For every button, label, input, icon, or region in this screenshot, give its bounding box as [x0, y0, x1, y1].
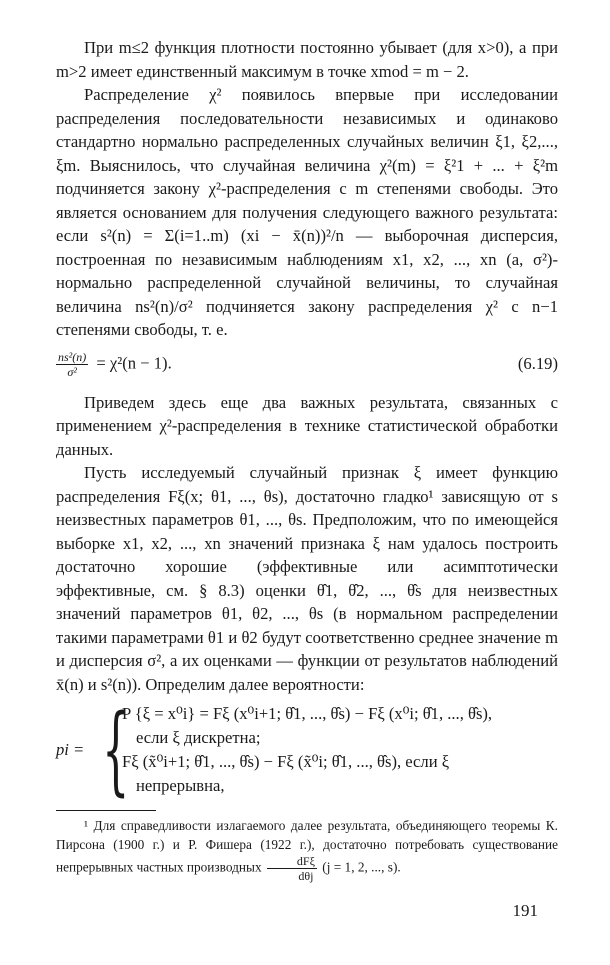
footnote-tail: (j = 1, 2, ..., s). [322, 859, 401, 875]
footnote-fraction-numerator: dFξ [267, 854, 317, 869]
paragraph-results: Приведем здесь еще два важных результата, связанных с применением χ²-распределения в технике статистической обработки данных. [56, 392, 558, 459]
paragraph-estimation: Пусть исследуемый случайный признак ξ имеет функцию распределения Fξ(x; θ1, ..., θs), достаточно гладко¹ зависящую от s неизвестных параметров θ1, ..., θs. Предположим, что по имеющейся выборке x1, x2, ..., xn значений признака ξ нам удалось построить достаточно хорошие (эффективные или асимптотически эффективные, см. § 8.3) оценки θ̂1, θ̂2, ..., θ̂s для неизвестных значений параметров θ1, θ2, ..., θs (в нормальном распределении такими параметрами θ1 и θ2 будут соответственно среднее значение m и дисперсия σ², а их оценками — функции от результатов наблюдений x̄(n) и s²(n)). Определим далее вероятности: [56, 463, 558, 694]
case-continuous-condition: непрерывна, [136, 776, 225, 795]
fraction-denominator: σ² [67, 364, 77, 379]
page-body [56, 36, 558, 883]
page-number: 191 [512, 901, 538, 920]
equation-6-19 [56, 350, 558, 379]
footnote-divider [56, 810, 156, 811]
piecewise-cases [122, 702, 492, 798]
equation-fraction [56, 350, 88, 379]
paragraph-density: При m≤2 функция плотности постоянно убывает (для x>0), а при m>2 имеет единственный максимум в точке xmod = m − 2. [56, 38, 558, 81]
left-brace-icon: { [102, 694, 130, 806]
piecewise-probabilities [56, 694, 558, 806]
case-discrete-condition: если ξ дискретна; [136, 728, 261, 747]
case-continuous-formula: Fξ (x̃⁰i+1; θ̂1, ..., θ̂s) − Fξ (x̃⁰i; θ̂1, ..., θ̂s), если ξ [122, 752, 450, 771]
paragraph-chi-square: Распределение χ² появилось впервые при исследовании распределения последовательности независимых и одинаково стандартно нормально распределенных случайных величин ξ1, ξ2,..., ξm. Выяснилось, что случайная величина χ²(m) = ξ²1 + ... + ξ²m подчиняется закону χ²-распределения с m степенями свободы. Это является основанием для получения следующего важного результата: если s²(n) = Σ(i=1..m) (xi − x̄(n))²/n — выборочная дисперсия, построенная по независимым наблюдениям x1, x2, ..., xn (a, σ²)-нормально распределенной случайной величины, то случайная величина ns²(n)/σ² подчиняется закону распределения χ² с n−1 степенями свободы, т. е. [56, 85, 558, 339]
case-discrete-formula: P {ξ = x⁰i} = Fξ (x⁰i+1; θ̂1, ..., θ̂s) − Fξ (x⁰i; θ̂1, ..., θ̂s), [122, 704, 493, 723]
footnote-fraction-denominator: dθj [298, 869, 314, 883]
footnote-text: ¹ Для справедливости излагаемого далее результата, объединяющего теоремы К. Пирсона (1900 г.) и Р. Фишера (1922 г.), достаточно потребовать существование непрерывных частных производных [56, 818, 558, 875]
equation-rhs: = χ²(n − 1). [96, 352, 172, 372]
piecewise-lhs: pi = [56, 740, 85, 759]
footnote [56, 817, 558, 883]
fraction-numerator: ns²(n) [58, 349, 87, 364]
footnote-fraction [267, 854, 317, 883]
equation-number: (6.19) [517, 354, 558, 373]
